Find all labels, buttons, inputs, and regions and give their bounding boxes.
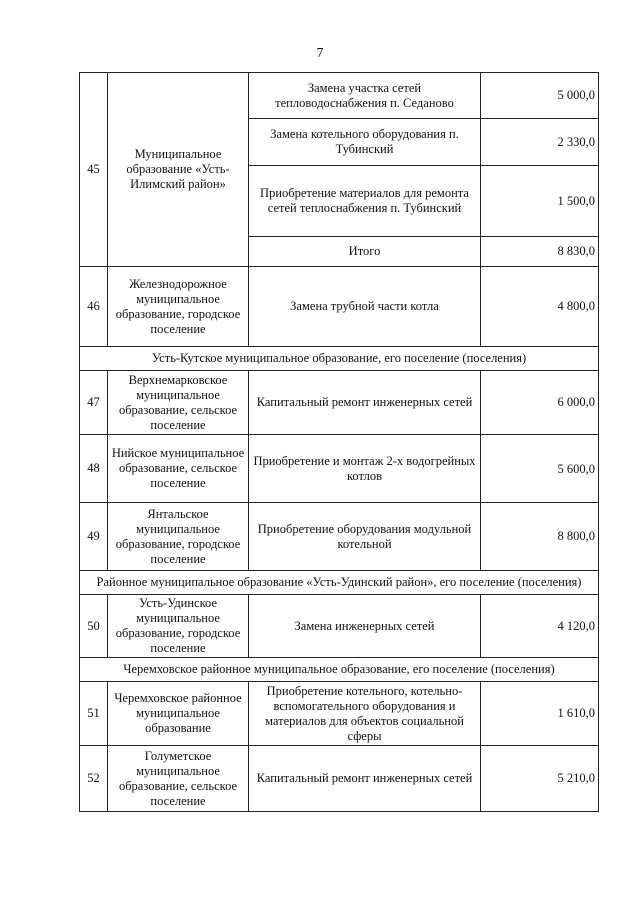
action-cell: Приобретение материалов для ремонта сетей теплоснабжения п. Тубинский xyxy=(249,166,481,237)
municipality-name: Нийское муниципальное образование, сельское поселение xyxy=(108,435,249,503)
municipality-name: Усть-Удинское муниципальное образование, городское поселение xyxy=(108,595,249,658)
table-row xyxy=(80,73,599,119)
amount-cell: 8 800,0 xyxy=(481,503,599,571)
municipality-name: Верхнемарковское муниципальное образование, сельское поселение xyxy=(108,371,249,435)
amount-cell: 5 600,0 xyxy=(481,435,599,503)
municipality-name: Железнодорожное муниципальное образование, городское поселение xyxy=(108,267,249,347)
action-cell: Замена котельного оборудования п. Тубинский xyxy=(249,119,481,166)
table-row xyxy=(80,435,599,503)
action-cell: Замена участка сетей тепловодоснабжения п. Седаново xyxy=(249,73,481,119)
table-row xyxy=(80,371,599,435)
amount-cell: 4 120,0 xyxy=(481,595,599,658)
action-cell: Капитальный ремонт инженерных сетей xyxy=(249,746,481,812)
municipality-name: Янтальское муниципальное образование, городское поселение xyxy=(108,503,249,571)
total-amount: 8 830,0 xyxy=(481,237,599,267)
row-number: 49 xyxy=(80,503,108,571)
table-row xyxy=(80,746,599,812)
page-number: 7 xyxy=(316,46,324,61)
row-number: 48 xyxy=(80,435,108,503)
row-number: 51 xyxy=(80,682,108,746)
amount-cell: 6 000,0 xyxy=(481,371,599,435)
row-number: 46 xyxy=(80,267,108,347)
amount-cell: 2 330,0 xyxy=(481,119,599,166)
amount-cell: 5 210,0 xyxy=(481,746,599,812)
total-label: Итого xyxy=(249,237,481,267)
action-cell: Приобретение котельного, котельно-вспомогательного оборудования и материалов для объектов социальной сферы xyxy=(249,682,481,746)
section-heading: Усть-Кутское муниципальное образование, его поселение (поселения) xyxy=(80,347,599,371)
section-row xyxy=(80,658,599,682)
section-heading: Черемховское районное муниципальное образование, его поселение (поселения) xyxy=(80,658,599,682)
amount-cell: 1 500,0 xyxy=(481,166,599,237)
amount-cell: 1 610,0 xyxy=(481,682,599,746)
row-number: 52 xyxy=(80,746,108,812)
section-row xyxy=(80,347,599,371)
table-row xyxy=(80,595,599,658)
action-cell: Капитальный ремонт инженерных сетей xyxy=(249,371,481,435)
amount-cell: 4 800,0 xyxy=(481,267,599,347)
row-number: 50 xyxy=(80,595,108,658)
table-row xyxy=(80,682,599,746)
table-row xyxy=(80,267,599,347)
funding-table xyxy=(79,72,599,812)
row-number: 45 xyxy=(80,73,108,267)
action-cell: Приобретение и монтаж 2-х водогрейных котлов xyxy=(249,435,481,503)
amount-cell: 5 000,0 xyxy=(481,73,599,119)
action-cell: Замена инженерных сетей xyxy=(249,595,481,658)
municipality-name: Муниципальное образование «Усть-Илимский район» xyxy=(108,73,249,267)
action-cell: Замена трубной части котла xyxy=(249,267,481,347)
table-row xyxy=(80,503,599,571)
municipality-name: Голуметское муниципальное образование, сельское поселение xyxy=(108,746,249,812)
municipality-name: Черемховское районное муниципальное образование xyxy=(108,682,249,746)
section-heading: Районное муниципальное образование «Усть-Удинский район», его поселение (поселения) xyxy=(80,571,599,595)
section-row xyxy=(80,571,599,595)
row-number: 47 xyxy=(80,371,108,435)
action-cell: Приобретение оборудования модульной котельной xyxy=(249,503,481,571)
